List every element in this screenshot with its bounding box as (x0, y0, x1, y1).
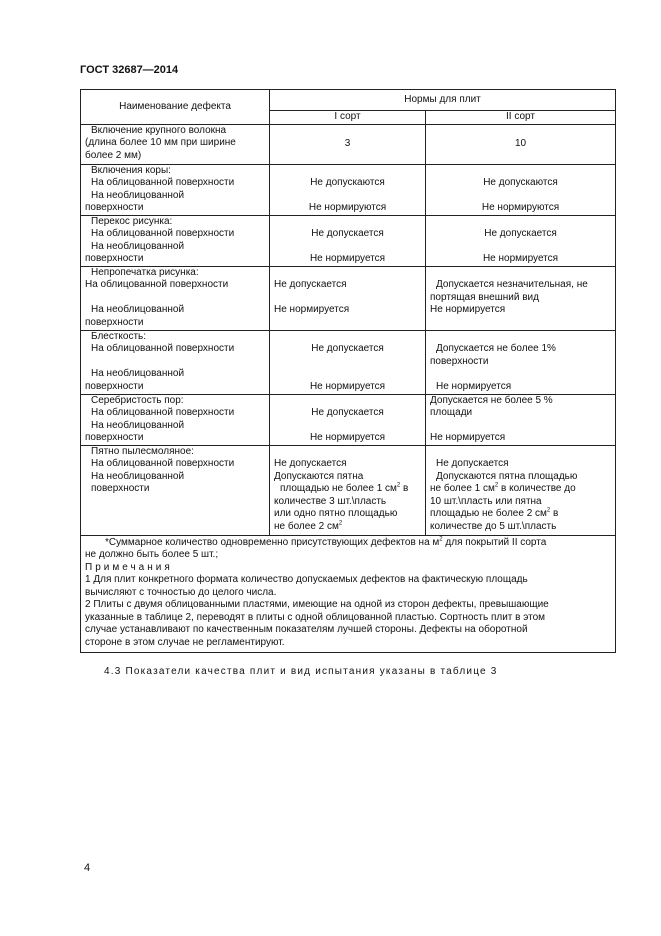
table-row (81, 266, 616, 330)
note-2-line2: указанные в таблице 2, переводят в плиты с одной облицованной пластью. Сортность плит в этом (85, 611, 546, 623)
superscript: 2 (396, 482, 401, 489)
defect-name-cell: Включение крупного волокна (длина более 10 мм при ширине более 2 мм) (81, 124, 270, 164)
table-row (81, 164, 616, 215)
body-paragraph: 4.3 Показатели качества плит и вид испытания указаны в таблице 3 (104, 666, 498, 677)
footnote: *Суммарное количество одновременно присутствующих дефектов на $м^2$ для покрытий II сорта (105, 536, 547, 548)
defects-table (80, 89, 616, 653)
note-2-line4: стороне в этом случае не регламентируют. (85, 636, 285, 648)
note-2-line3: случае устанавливают по качественным показателям лучшей стороны. Дефекты на оборотной (85, 624, 528, 635)
grade2-cell: Не допускаются Не нормируются (426, 164, 616, 215)
defect-name-cell: Включения коры: На облицованной поверхности На необлицованной поверхности (81, 164, 270, 215)
grade1-cell: Не допускается Не нормируется (270, 266, 426, 330)
table-header-row (81, 90, 616, 111)
table-row (81, 394, 616, 445)
grade2-cell: Допускается не более 5 % площади Не нормируется (426, 394, 616, 445)
defect-name-cell: Пятно пылесмоляное: На облицованной поверхности На необлицованной поверхности (81, 445, 270, 535)
col-header-norms: Нормы для плит (270, 90, 616, 111)
superscript: 2 (439, 536, 443, 543)
notes-cell (81, 535, 616, 653)
col-header-name: Наименование дефекта (81, 90, 270, 125)
grade2-cell: Допускается не более 1% поверхности Не нормируется (426, 330, 616, 394)
note-1-line2: вычисляют с точностью до целого числа. (85, 586, 277, 598)
notes-title: Примечания (85, 561, 173, 573)
col-header-grade1: I сорт (270, 111, 426, 125)
grade1-cell: Не допускается Допускаются пятна площадью не более 1 $см^2$ в количестве 3 шт.\пласть или одно пятно площадью не более 2 $см^2$ (270, 445, 426, 535)
note-2-line1: 2 Плиты с двумя облицованными пластями, имеющие на одной из сторон дефекты, превышающие (85, 599, 549, 610)
page-number: 4 (84, 862, 91, 874)
defect-name-cell: Серебристость пор: На облицованной поверхности На необлицованной поверхности (81, 394, 270, 445)
table-row (81, 124, 616, 164)
superscript: 2 (494, 482, 499, 489)
grade2-cell: 10 (426, 124, 616, 164)
defect-name-cell: Блесткость: На облицованной поверхности На необлицованной поверхности (81, 330, 270, 394)
defect-name-cell: Перекос рисунка: На облицованной поверхности На необлицованной поверхности (81, 215, 270, 266)
grade1-cell: Не допускаются Не нормируются (270, 164, 426, 215)
superscript: 2 (338, 520, 343, 527)
document-code: ГОСТ 32687—2014 (80, 64, 179, 76)
notes-row (81, 535, 616, 653)
defect-name-cell: Непропечатка рисунка: На облицованной поверхности На необлицованной поверхности (81, 266, 270, 330)
table-row (81, 215, 616, 266)
superscript: 2 (546, 507, 551, 514)
grade1-cell: 3 (270, 124, 426, 164)
grade1-cell: Не допускается Не нормируется (270, 330, 426, 394)
footnote-cont: не должно быть более 5 шт.; (85, 549, 219, 560)
table-row (81, 445, 616, 535)
grade2-cell: Не допускается Не нормируется (426, 215, 616, 266)
col-header-grade2: II сорт (426, 111, 616, 125)
note-1-line1: 1 Для плит конкретного формата количество допускаемых дефектов на фактическую площадь (85, 574, 528, 585)
table-row (81, 330, 616, 394)
grade1-cell: Не допускается Не нормируется (270, 394, 426, 445)
grade2-cell: Не допускается Допускаются пятна площадью не более 1 $см^2$ в количестве до 10 шт.\пласть или пятна площадью не более 2 $см^2$ в количестве до 5 шт.\пласть (426, 445, 616, 535)
grade2-cell: Допускается незначительная, не портящая внешний вид Не нормируется (426, 266, 616, 330)
grade1-cell: Не допускается Не нормируется (270, 215, 426, 266)
